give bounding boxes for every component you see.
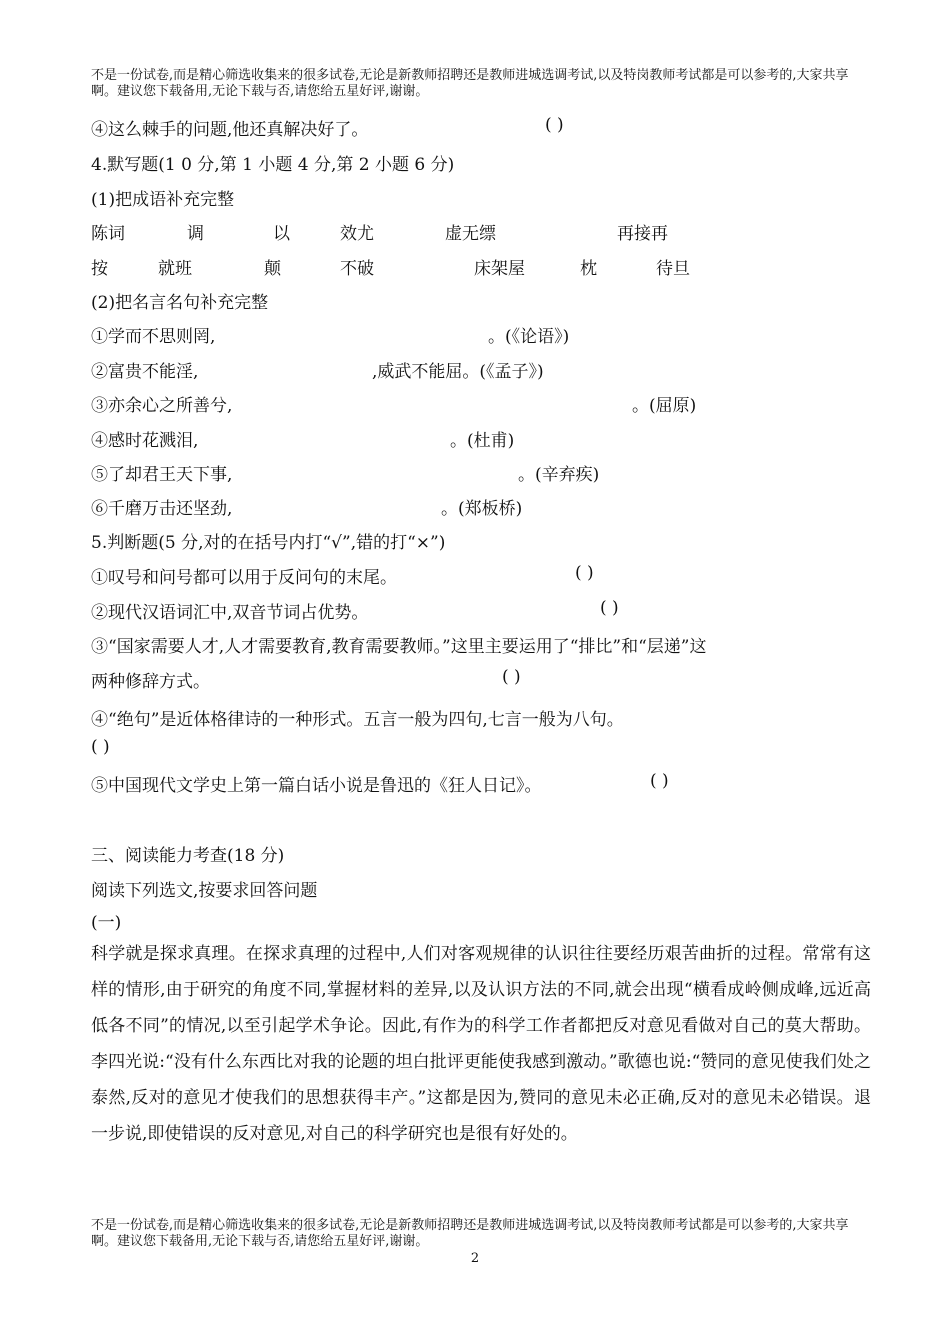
quote-source: 。(辛弃疾)	[518, 465, 600, 485]
q4-title: 4.默写题(1 0 分,第 1 小题 4 分,第 2 小题 6 分)	[91, 155, 455, 175]
judge-item: ②现代汉语词汇中,双音节词占优势。	[91, 603, 369, 623]
idiom-fragment: 就班	[158, 259, 192, 279]
section-title: 三、阅读能力考查(18 分)	[91, 846, 285, 866]
judge-item: 两种修辞方式。	[91, 672, 210, 692]
quote-source: 。(郑板桥)	[441, 499, 523, 519]
quote-line: ⑥千磨万击还坚劲,	[91, 499, 233, 519]
judge-item: ④“绝句”是近体格律诗的一种形式。五言一般为四句,七言一般为八句。	[91, 710, 624, 730]
reading-passage: 科学就是探求真理。在探求真理的过程中,人们对客观规律的认识往往要经历艰苦曲折的过程。常常有这样的情形,由于研究的角度不同,掌握材料的差异,以及认识方法的不同,就会出现“横看成岭侧成峰,远近高低各不同”的情况,以至引起学术争论。因此,有作为的科学工作者都把反对意见看做对自己的莫大帮助。李四光说:“没有什么东西比对我的论题的坦白批评更能使我感到激动。”歌德也说:“赞同的意见使我们处之泰然,反对的意见才使我们的思想获得丰产。”这都是因为,赞同的意见未必正确,反对的意见未必错误。退一步说,即使错误的反对意见,对自己的科学研究也是很有好处的。	[91, 944, 871, 1144]
idiom-fragment: 床架屋	[474, 259, 525, 279]
answer-paren: ( )	[502, 667, 521, 687]
quote-line: ④感时花溅泪,	[91, 431, 199, 451]
quote-source: 。(屈原)	[632, 396, 697, 416]
quote-source: 。(杜甫)	[450, 431, 515, 451]
quote-source: 。(《论语》)	[488, 327, 570, 347]
idiom-fragment: 按	[91, 259, 108, 279]
q3-item-4: ④这么棘手的问题,他还真解决好了。	[91, 120, 369, 140]
quote-line: ②富贵不能淫,	[91, 362, 199, 382]
judge-item: ③“国家需要人才,人才需要教育,教育需要教师。”这里主要运用了“排比”和“层递”这	[91, 637, 707, 657]
q5-title: 5.判断题(5 分,对的在括号内打“√”,错的打“×”)	[91, 533, 446, 553]
idiom-fragment: 颠	[264, 259, 281, 279]
q4-part2-title: (2)把名言名句补充完整	[91, 293, 269, 313]
idiom-fragment: 虚无缥	[445, 224, 496, 244]
answer-paren: ( )	[650, 771, 669, 791]
answer-paren: ( )	[545, 115, 564, 135]
judge-item: ①叹号和问号都可以用于反问句的末尾。	[91, 568, 397, 588]
quote-line: ③亦余心之所善兮,	[91, 396, 233, 416]
quote-line: ⑤了却君王天下事,	[91, 465, 233, 485]
q4-part1-title: (1)把成语补充完整	[91, 190, 235, 210]
passage-label: (一)	[91, 913, 122, 933]
idiom-fragment: 待旦	[656, 259, 690, 279]
idiom-fragment: 效尤	[340, 224, 374, 244]
page-number: 2	[470, 1251, 480, 1266]
idiom-fragment: 以	[273, 224, 290, 244]
quote-source: ,威武不能屈。(《孟子》)	[372, 362, 544, 382]
idiom-fragment: 再接再	[617, 224, 668, 244]
idiom-fragment: 枕	[580, 259, 597, 279]
section-instruction: 阅读下列选文,按要求回答问题	[91, 881, 318, 901]
header-note: 不是一份试卷,而是精心筛选收集来的很多试卷,无论是新教师招聘还是教师进城选调考试,以及特岗教师考试都是可以参考的,大家共享啊。建议您下载备用,无论下载与否,请您给五星好评,谢谢。	[91, 68, 849, 99]
answer-paren: ( )	[91, 737, 110, 757]
idiom-fragment: 不破	[340, 259, 374, 279]
idiom-fragment: 调	[187, 224, 204, 244]
judge-item: ⑤中国现代文学史上第一篇白话小说是鲁迅的《狂人日记》。	[91, 776, 542, 796]
idiom-fragment: 陈词	[91, 224, 125, 244]
quote-line: ①学而不思则罔,	[91, 327, 216, 347]
footer-note: 不是一份试卷,而是精心筛选收集来的很多试卷,无论是新教师招聘还是教师进城选调考试,以及特岗教师考试都是可以参考的,大家共享啊。建议您下载备用,无论下载与否,请您给五星好评,谢谢。	[91, 1218, 849, 1249]
answer-paren: ( )	[575, 563, 594, 583]
answer-paren: ( )	[600, 598, 619, 618]
